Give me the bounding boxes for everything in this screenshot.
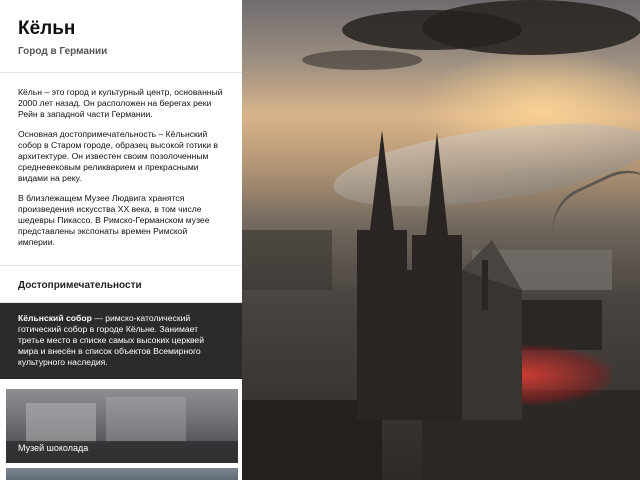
attraction-card[interactable] [6,389,238,463]
cathedral-silhouette [322,120,522,420]
attraction-card-label: Музей шоколада [18,443,89,453]
info-panel [0,0,242,480]
description-paragraph: Основная достопримечательность – Кёльнский собор в Старом городе, образец высокой готики в архитектуре. Он известен своим позолоченным средневековым реликварием и прекрасными видами на реку. [18,129,218,183]
page-subtitle: Город в Германии [18,46,108,57]
attractions-heading: Достопримечательности [0,266,242,303]
description-paragraph: В близлежащем Музее Людвига хранятся произведения искусства XX века, в том числе шедевры Пикассо. В Римско-Германском музее представлены экспонаты времен Римской империи. [18,193,210,247]
featured-attraction-name: Кёльнский собор [18,313,92,323]
page-title: Кёльн [18,18,76,39]
city-aerial-photo [242,0,640,480]
featured-attraction[interactable] [0,303,242,379]
description-paragraph: Кёльн – это город и культурный центр, основанный 2000 лет назад. Он расположен на берегах реки Рейн в западной части Германии. [18,87,223,119]
panel-header [0,0,242,73]
attraction-card[interactable] [6,468,238,480]
featured-attraction-text: — римско-католический готический собор в городе Кёльне. Занимает третье место в списке самых высоких церквей мира и внесён в список объектов Всемирного культурного наследия. [18,313,205,367]
description [0,73,242,266]
